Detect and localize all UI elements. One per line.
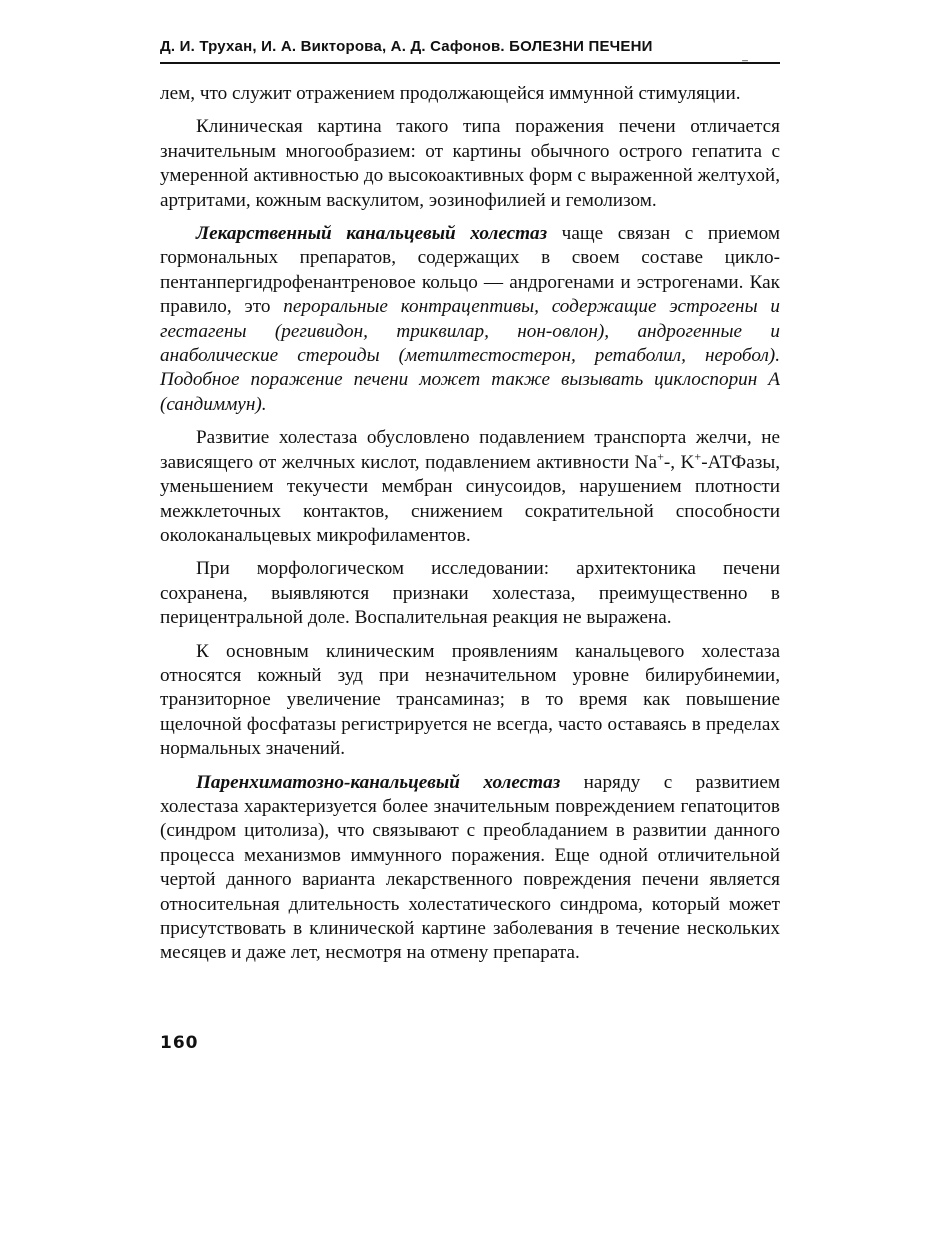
paragraph-4-text-2: -, K	[663, 451, 695, 473]
body-text	[160, 82, 780, 975]
paragraph-3	[160, 222, 780, 417]
paragraph-4-text-3: -АТФазы, уменьшением текучести мембран синусоидов, нарушением плотности межклеточных контактов, снижением сократительной способности околоканальцевых микрофиламентов.	[160, 451, 781, 546]
paragraph-3-text: чаще связан с приемом гормональных препаратов, содержащих в своем составе циклопентанпергидрофенантреновое кольцо — андрогенами и эстрогенами. Как правило, это	[160, 223, 780, 318]
paragraph-4-text-1: Развитие холестаза обусловлено подавлением транспорта желчи, не зависящего от желчных кислот, подавлением активности Na	[160, 427, 780, 473]
superscript-plus-2: +	[694, 449, 702, 464]
running-header	[160, 36, 780, 64]
paragraph-7-text: наряду с развитием холестаза характеризуется более значительным повреждением гепатоцитов (синдром цитолиза), что связывают с преобладанием в развитии данного процесса механизмов иммунного поражения. Еще одной отличительной чертой данного варианта лекарственного повреждения печени является относительная длительность холестатического синдрома, который может присутствовать в клинической картине заболевания в течение нескольких месяцев и даже лет, несмотря на отмену препарата.	[160, 771, 781, 964]
term-drug-canalicular-cholestasis: Лекарственный канальцевый холестаз	[196, 223, 548, 245]
paragraph-1: лем, что служит отражением продолжающейся иммунной стимуляции.	[160, 83, 741, 104]
page-number: 160	[160, 1033, 199, 1053]
term-parenchymal-canalicular-cholestasis: Паренхиматозно-канальцевый холестаз	[196, 771, 561, 793]
header-mark: _	[742, 51, 748, 62]
paragraph-5: При морфологическом исследовании: архитектоника печени сохранена, выявляются признаки холестаза, преимущественно в перицентральной доле. Воспалительная реакция не выражена.	[160, 558, 780, 629]
running-header-title: Д. И. Трухан, И. А. Викторова, А. Д. Сафонов. БОЛЕЗНИ ПЕЧЕНИ	[160, 38, 653, 55]
paragraph-7	[160, 771, 780, 966]
paragraph-3-italic: пероральные контрацептивы, содержащие эстрогены и гестагены (регивидон, триквилар, нон-овлон), андрогенные и анаболические стероиды (метилтестостерон, ретаболил, неробол). Подобное поражение печени может также вызывать циклоспорин А (сандиммун).	[160, 296, 780, 415]
superscript-plus-1: +	[657, 449, 664, 464]
paragraph-2: Клиническая картина такого типа поражения печени отличается значительным многообразием: от картины обычного острого гепатита с умеренной активностью до высокоактивных форм с выраженной желтухой, артритами, кожным васкулитом, эозинофилией и гемолизом.	[160, 116, 780, 211]
paragraph-4	[160, 426, 780, 548]
paragraph-6: К основным клиническим проявлениям канальцевого холестаза относятся кожный зуд при незначительном уровне билирубинемии, транзиторное увеличение трансаминаз; в то время как повышение щелочной фосфатазы регистрируется не всегда, часто оставаясь в пределах нормальных значений.	[160, 640, 780, 760]
